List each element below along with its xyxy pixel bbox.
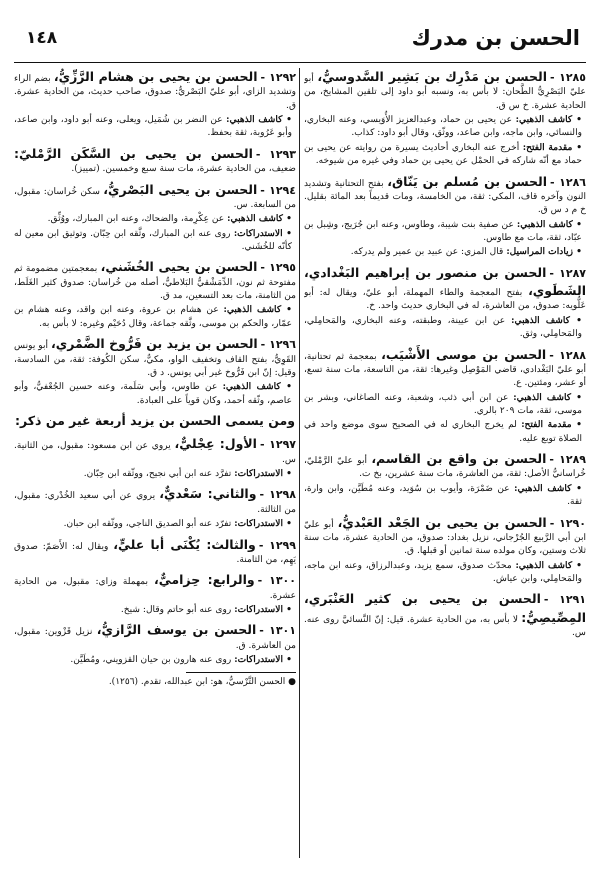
entry-number: ١٢٩١ - [543,593,586,607]
entry-number: ١٢٨٨ - [549,348,586,362]
commentary-note [304,391,586,419]
biography-entry [304,68,586,169]
entry-number: ١٢٩٢ - [260,71,296,84]
biography-entry [14,571,296,617]
entry-number: ١٢٩٣ - [255,147,296,161]
commentary-text: أخرج عنه البخاري أحاديث يسيرة من روايته عن يحيى بن حماد مع أنّه شاركه في الحمْل عن يحيى بن حماد وفي غيره من شيوخه. [304,142,582,167]
commentary-note [14,380,296,408]
entry-heading [14,536,296,568]
commentary-source: • كاشف الذهبي: [227,213,292,224]
commentary-text: محدّث صدوق، سمع يزيد، وعبدالرزاق، وعنه ابن ماجه، والمَحامِلي، وابن عياش. [304,560,582,584]
entry-name: الحسن بن يحيى بن كثير العَنْبَري، المِصِّيصِيُّ: [304,591,586,625]
entry-name: والثالث: يُكْنَى أبا عليٍّ، [113,536,256,552]
page-header [14,22,586,62]
entry-heading [14,335,296,380]
entry-text: بمعجمتين مضمومة ثم مفتوحة ثم نون، الدِّمَشْقيُّ البَلاطيُّ، أصله من خُراسان: صدوق كثير الغَلَط، من الثامنة، مات بعد التسعين، مد ق. [14,264,296,302]
entry-text: يروي عن أبي سعيد الخُدْري: مقبول، من الثالثة. [14,491,296,515]
biography-entry [14,181,296,255]
commentary-source: • الاستدراكات: [234,604,292,615]
entry-heading [304,173,586,218]
entry-text: يروي عن ابن مسعود: مقبول، من الثانية. س. [14,441,296,465]
commentary-source: • كاشف الذهبي: [226,114,292,125]
commentary-note [14,227,296,255]
entry-name: الحسن بن يحيى بن هشام الرَّزِّيُّ، [53,69,258,84]
commentary-text: عن ابن أبي ذئب، وشعبة، وعنه الصاغاني، وبشر بن موسى، ثقة، مات ٢٠٩ بالري. [304,392,582,416]
entry-number: ١٢٩٦ - [260,338,296,352]
entry-number: ١٢٨٥ - [549,71,586,84]
entry-text: نزيل قَزْوين: مقبول، من العاشرة. ق. [14,627,296,651]
entry-text: بمعجمة ثم تحتانية، أبو عليّ البَغْدادي، قاضي المَوْصِل وغيرها: ثقة، من التاسعة، مات سنة تسع، أو عشر، ومئتين. ع. [304,351,586,389]
entry-name: الحسن بن يحيى الخُشَني، [100,259,258,275]
entry-heading [304,514,586,559]
entry-number: ١٢٨٧ - [549,266,586,280]
entry-text: لا بأس به، من الحادية عشرة. قيل: إنّ النَّسائيَّ روى عنه. س. [304,614,586,639]
commentary-source: • كاشف الذهبي: [514,483,582,494]
biography-entry [14,621,296,667]
entry-number: ١٢٩٤ - [260,183,296,197]
right-column [304,68,586,858]
entry-heading [304,68,586,113]
commentary-source: • الاستدراكات: [234,654,292,665]
entry-name: الحسن بن يزيد بن فَرُّوخ الضَّمْري، [51,336,258,352]
commentary-source: • زيادات المراسيل: [506,246,582,257]
column-divider [299,68,300,858]
commentary-note [304,218,586,246]
commentary-source: • كاشف الذهبي: [223,304,292,315]
commentary-text: قال المزي: عن عبيد بن عمير ولم يدركه. [350,247,504,258]
commentary-text: عن ضَمْرَة، وأيوب بن سُوَيد، وعنه مُطَيَّن، وابن وارة، ثقة. [304,483,582,508]
entry-name: الحسن بن يحيى بن الجَعْد العَبْديُّ، [337,514,547,530]
entry-name: الحسن بن مَدْرِك بن بَشِير السَّدوسيُّ، [317,69,547,84]
entry-number: ١٢٨٩ - [549,453,586,467]
commentary-text: تفرَّد عنه ابن أبي نجيح، ووثّقه ابن حِبّان. [83,469,232,480]
entry-name: الأول: عِجْليٌّ، [174,436,257,452]
commentary-text: عن هشام بن عروة، وعنه ابن واقد، وعنه هشام بن عمّار، والحكم بن موسى، وثَّقه جماعة، وقال دُحَيْم وغيره: لا بأس به. [14,305,292,329]
commentary-note [14,212,296,226]
commentary-text: روى عنه هارون بن حيان القزويني، ومُطَيَّن. [70,655,232,666]
entry-heading [14,571,296,603]
commentary-note [304,482,586,510]
left-column [14,68,296,858]
entry-name: الحسن بن يحيى بن السَّكَن الرَّمْليّ: [14,145,253,161]
entry-text: أبو عليّ ابن أبي الرَّبيع الجُرْجاني، نزيل بغداد: صدوق، من الحادية عشرة، مات سنة ثلاث وستين، وكان مولده سنة ثمانين أو قبلها. ق. [304,519,586,557]
header-rule [14,62,586,63]
entry-text: بضم الراء وتشديد الزاي، أبو عليّ البَصْريُّ: صدوق، صاحب حديث، من الحادية عشرة. ق. [14,74,296,111]
commentary-note [304,245,586,259]
commentary-text: روى عنه أبو حاتم وقال: شيخ. [120,605,232,616]
commentary-text: عن النضر بن شُمَيل، ويعلى، وعنه أبو داود، وابن صاعد، وأبو عَرُوبة، ثقة بحفظ. [14,115,292,139]
entry-heading [14,181,296,213]
entry-text: بمهملة وزاي: مقبول، من الحادية عشرة. [14,577,296,601]
entry-heading [304,450,586,482]
commentary-text: روى عنه ابن المبارك، وثَّقه ابن حِبّان. وتوثيق ابن معين له كأنّه للخُشَني. [14,228,292,252]
biography-entry [304,264,586,342]
entry-name: الحسن بن يوسف الرَّازيُّ، [96,622,257,638]
footnote-rule [186,672,296,673]
commentary-note [304,418,586,446]
entry-text: أبو عليّ الرَّمْليّ، خُراسانيُّ الأصل: ثقة، من العاشرة، مات سنة عشرين، بخ ت. [304,456,586,480]
commentary-text: عن طاوس، وأبي سَلَمة، وعنه حسين الجُعْفيُّ، وأبو عاصم، وثّقه أحمد، وكان قوياً على العبادة. [14,382,292,406]
commentary-source: • كاشف الذهبي: [513,392,582,403]
commentary-note [14,653,296,667]
section-heading: ومن يسمى الحسن بن يزيد أربعة غير من ذكر: [15,412,295,428]
commentary-text: لم يخرج البخاري له في الصحيح سوى موضع واحد في الصلاة توبع عليه. [304,420,582,444]
commentary-text: عن عِكْرِمة، والضحاك، وعنه ابن المبارك، ووُثِّق. [47,214,225,225]
entry-number: ١٢٩٩ - [258,538,296,552]
commentary-note [14,113,296,141]
entry-text: أبو عليّ البَصْرِيُّ الطَّحان: لا بأس به، ونسبه أبو داود إلى تلقين المشايخ، من الحادية عشرة. خ س ق. [304,74,586,111]
entry-number: ١٢٩٥ - [260,261,296,275]
biography-entry [14,435,296,481]
biography-entry [14,536,296,568]
biography-entry [304,173,586,260]
commentary-text: عن صفية بنت شيبة، وطاوس، وعنه ابن جُرَيج، وشِبل بن عبّاد، ثقة، مات مع طاوس. [304,219,582,243]
biography-entry [304,346,586,447]
entry-name: الحسن بن منصور بن إبراهيم البَغْدادي، الشَطَوي، [304,264,586,299]
entry-name: والثاني: سَعْديٌّ، [159,486,257,502]
entry-heading [14,145,296,177]
entry-heading [304,590,586,640]
biography-entry [14,335,296,408]
commentary-source: • كاشف الذهبي: [511,315,582,326]
biography-entry [14,68,296,141]
entry-name: والرابع: حِزاميٌّ، [154,572,255,588]
entry-text: أبو يونس القَوِيُّ، بفتح القاف وتخفيف الواو، مكيٌّ، سكن الكُوفة: ثقة، من السادسة، وقيل: إنّ ابن فَرُّوخ غير أبي يونس. د ق. [14,341,296,378]
commentary-note [14,517,296,531]
commentary-note [304,559,586,587]
commentary-note [304,314,586,342]
entry-text: سكن خُراسان: مقبول، من السابعة. س. [14,186,296,210]
entry-heading [14,68,296,113]
entry-number: ١٢٩٧ - [259,438,296,452]
footnote: ● الحسن التَّرْسيُّ، هو: ابن عبدالله، تقدم. (١٢٥٦). [14,676,296,689]
commentary-source: • مقدمة الفتح: [523,142,582,153]
commentary-note [14,303,296,331]
commentary-text: عن يحيى بن حماد، وعبدالعزيز الأُوَيسي، وعنه البخاري، والنسائي، وابن ماجه، وابن صاعد، ووثّق، وقال أبو داود: كذاب. [304,115,582,139]
biography-entry [304,450,586,509]
entry-number: ١٢٨٦ - [550,175,586,189]
biography-entry [14,485,296,531]
commentary-source: • كاشف الذهبي: [517,219,582,230]
entry-heading [304,264,586,314]
entry-heading [14,435,296,467]
entry-name: الحسن بن موسى الأَشْيَب، [381,346,547,362]
entry-number: ١٢٩٠ - [549,516,586,530]
commentary-note [304,113,586,141]
biography-entry [304,514,586,587]
commentary-source: • الاستدراكات: [234,468,292,479]
entry-number: ١٣٠١ - [259,624,296,638]
biography-entry [304,590,586,640]
commentary-text: عن ابن عيينة، وطبقته، وعنه البخاري، والمَحامِلي، والمَحامِلي، وثق. [304,315,582,340]
commentary-note [304,141,586,169]
entry-heading [14,485,296,517]
commentary-source: • كاشف الذهبي: [515,560,582,571]
entry-text: ويقال له: الأَصَمّ: صدوق يَهِم، من الثامنة. [14,541,296,565]
commentary-source: • كاشف الذهبي: [516,114,582,125]
entry-heading [304,346,586,391]
entry-number: ١٣٠٠ - [257,574,296,588]
entry-text: بفتح التحتانية وتشديد النون وآخره قاف، المكي: ثقة، من الخامسة، ومات قديماً بعد المائة بقليل. خ م د س ق. [304,178,586,216]
commentary-source: • الاستدراكات: [234,518,292,529]
entry-heading [14,258,296,303]
entry-number: ١٢٩٨ - [259,488,296,502]
commentary-note [14,603,296,617]
entry-name: الحسن بن واقع بن القاسم، [371,451,547,467]
page-number: ١٤٨ [26,28,58,48]
biography-entry [14,145,296,177]
entry-name: الحسن بن يحيى البَصْريُّ، [103,181,258,197]
entry-name: الحسن بن مُسلم بن يَنّاق، [387,173,548,189]
commentary-source: • مقدمة الفتح: [521,419,582,430]
commentary-source: • الاستدراكات: [234,228,292,239]
entry-heading [14,621,296,653]
biography-entry [14,258,296,331]
running-title: الحسن بن مدرك [411,26,580,50]
commentary-text: تفرّد عنه أبو الصديق الناجي، ووثّقه ابن حبان. [63,519,232,530]
commentary-source: • كاشف الذهبي: [223,381,292,392]
entry-text: ضعيف، من الحادية عشرة، مات سنة سبع وخمسين. (تمييز). [71,164,296,175]
entry-text: بفتح المعجمة والطاء المهملة، أبو عليّ، ويقال له: أبو عَلُّويه: صدوق، من العاشرة، له في البخاري حديث واحد. خ. [304,288,586,312]
commentary-note [14,467,296,481]
